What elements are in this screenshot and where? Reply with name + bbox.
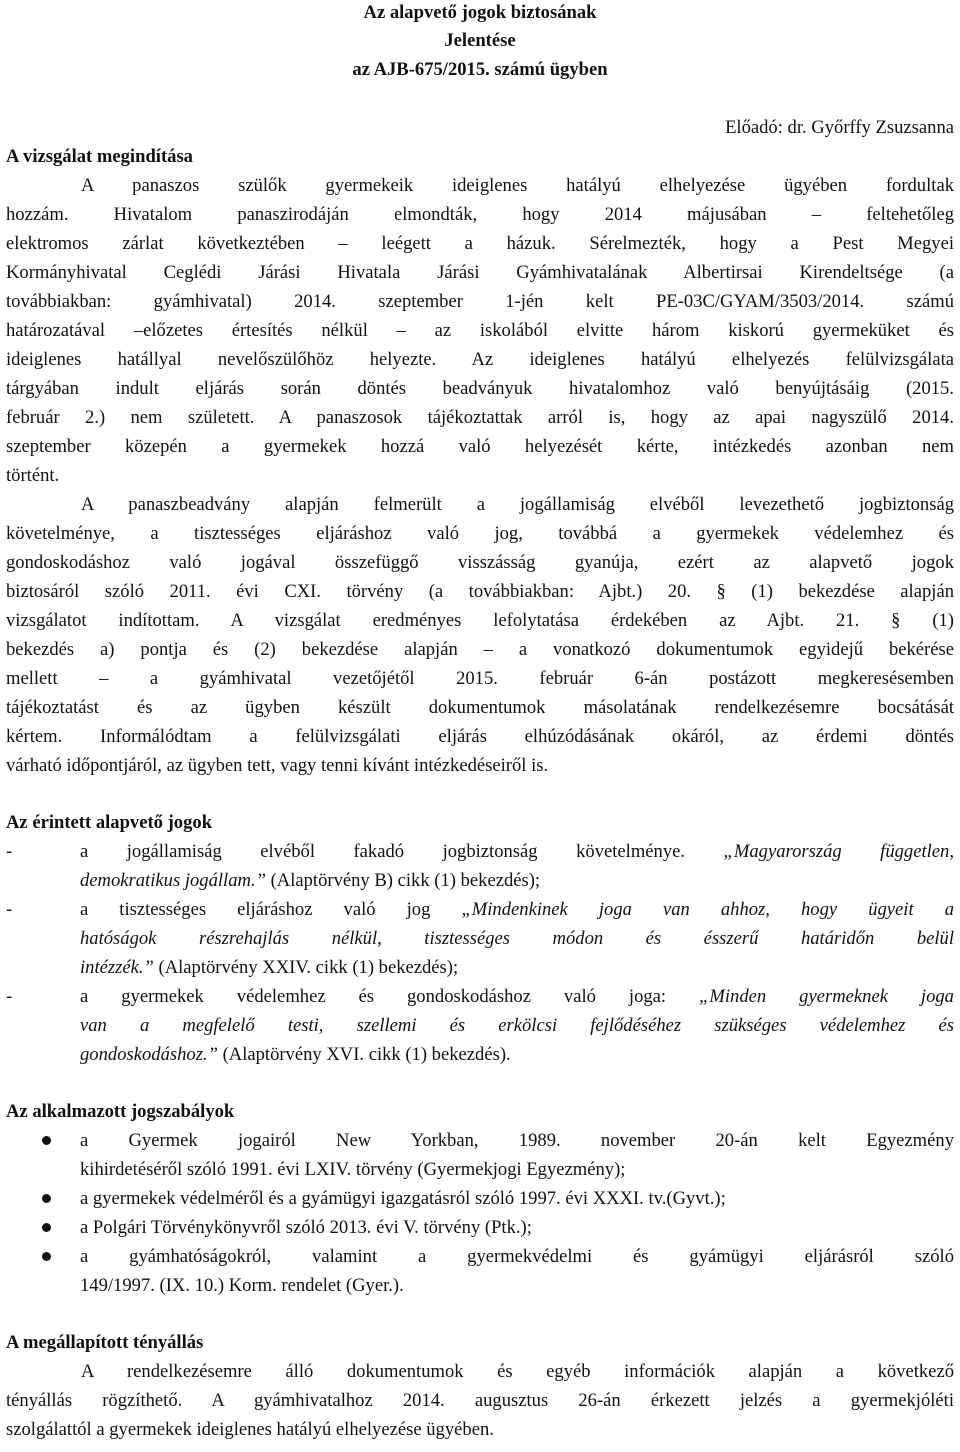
paragraph-line: elektromos zárlat következtében – leégett a házuk. Sérelmezték, hogy a Pest Megyei [6,233,954,254]
dash-marker: - [6,899,13,920]
law-item-1-line2: kihirdetéséről szóló 1991. évi LXIV. törvény (Gyermekjogi Egyezmény); [80,1159,626,1180]
document-title-line1: Az alapvető jogok biztosának [363,2,597,23]
paragraph-line: történt. [6,465,60,486]
document-title-line3: az AJB-675/2015. számú ügyben [352,59,608,80]
bullet-icon [42,1242,54,1254]
rapporteur: Előadó: dr. Győrffy Zsuzsanna [725,117,954,138]
paragraph-line: várható időpontjáról, az ügyben tett, vagy tenni kívánt intézkedéseiről is. [6,755,549,776]
paragraph-line: tárgyában indult eljárás során döntés beadványuk hivatalomhoz való benyújtásáig (2015. [6,378,954,399]
paragraph-line: február 2.) nem született. A panaszosok tájékoztattak arról is, hogy az apai nagyszülő 2014. [6,407,954,428]
paragraph-line: továbbiakban: gyámhivatal) 2014. szeptember 1-jén kelt PE-03C/GYAM/3503/2014. számú [6,291,954,312]
rights-item-2-line3: intézzék.” (Alaptörvény XXIV. cikk (1) bekezdés); [80,957,459,978]
rights-item-2-line2: hatóságok részrehajlás nélkül, tisztességes módon és ésszerű határidőn belül [80,928,954,949]
law-item-4-line2: 149/1997. (IX. 10.) Korm. rendelet (Gyer.). [80,1275,404,1296]
rights-item-1-line1: a jogállamiság elvéből fakadó jogbiztonság követelménye. „Magyarország független, [80,841,955,862]
paragraph-line: követelménye, a tisztességes eljáráshoz való jog, továbbá a gyermekek védelemhez és [6,523,954,544]
paragraph-line: A rendelkezésemre álló dokumentumok és egyéb információk alapján a következő [81,1361,954,1382]
bullet-icon [42,1213,54,1225]
paragraph-line: ideiglenes hatállyal nevelőszülőhöz helyezte. Az ideiglenes hatályú elhelyezés felülvizsgálata [6,349,954,370]
bullet-icon [42,1126,54,1138]
law-item-4-line1: a gyámhatóságokról, valamint a gyermekvédelmi és gyámügyi eljárásról szóló [80,1246,954,1267]
paragraph-line: mellett – a gyámhivatal vezetőjétől 2015. február 6-án postázott megkeresésemben [6,668,954,689]
paragraph-line: szeptember közepén a gyermekek hozzá való helyezését kérte, intézkedés azonban nem [6,436,954,457]
section-heading-established-facts: A megállapított tényállás [6,1332,204,1353]
paragraph-line: A panaszos szülők gyermekeik ideiglenes hatályú elhelyezése ügyében fordultak [81,175,954,196]
rights-item-3-line1: a gyermekek védelemhez és gondoskodáshoz való joga: „Minden gyermeknek joga [80,986,954,1007]
paragraph-line: biztosáról szóló 2011. évi CXI. törvény (a továbbiakban: Ajbt.) 20. § (1) bekezdése alapján [6,581,954,602]
rights-item-3-line3: gondoskodáshoz.” (Alaptörvény XVI. cikk (1) bekezdés). [80,1044,511,1065]
paragraph-line: vizsgálatot indítottam. A vizsgálat eredményes lefolytatása érdekében az Ajbt. 21. § (1) [6,610,954,631]
paragraph-line: hozzám. Hivatalom panaszirodáján elmondták, hogy 2014 májusában – feltehetőleg [6,204,954,225]
rights-item-3-line2: van a megfelelő testi, szellemi és erkölcsi fejlődéséhez szükséges védelemhez és [80,1015,954,1036]
bullet-icon [42,1184,54,1196]
paragraph-line: gondoskodáshoz való jogával összefüggő visszásság gyanúja, ezért az alapvető jogok [6,552,954,573]
section-heading-applied-laws: Az alkalmazott jogszabályok [6,1101,235,1122]
rights-item-1-line2: demokratikus jogállam.” (Alaptörvény B) cikk (1) bekezdés); [80,870,541,891]
section-heading-investigation: A vizsgálat megindítása [6,146,193,167]
law-item-2: a gyermekek védelméről és a gyámügyi igazgatásról szóló 1997. évi XXXI. tv.(Gyvt.); [80,1188,726,1209]
law-item-3: a Polgári Törvénykönyvről szóló 2013. évi V. törvény (Ptk.); [80,1217,532,1238]
section-heading-affected-rights: Az érintett alapvető jogok [6,812,213,833]
paragraph-line: tényállás rögzíthető. A gyámhivatalhoz 2014. augusztus 26-án érkezett jelzés a gyermekjóléti [6,1390,954,1411]
document-title-line2: Jelentése [444,30,516,51]
paragraph-line: bekezdés a) pontja és (2) bekezdése alapján – a vonatkozó dokumentumok egyidejű bekérése [6,639,954,660]
paragraph-line: A panaszbeadvány alapján felmerült a jogállamiság elvéből levezethető jogbiztonság [81,494,954,515]
paragraph-line: kértem. Informálódtam a felülvizsgálati eljárás elhúzódásának okáról, az érdemi döntés [6,726,954,747]
paragraph-line: határozatával –előzetes értesítés nélkül – az iskolából elvitte három kiskorú gyermeküket és [6,320,954,341]
paragraph-line: tájékoztatást és az ügyben készült dokumentumok másolatának rendelkezésemre bocsátását [6,697,954,718]
law-item-1-line1: a Gyermek jogairól New Yorkban, 1989. november 20-án kelt Egyezmény [80,1130,954,1151]
paragraph-line: Kormányhivatal Ceglédi Járási Hivatala Járási Gyámhivatalának Albertirsai Kirendeltsége (a [6,262,954,283]
rights-item-2-line1: a tisztességes eljáráshoz való jog „Mindenkinek joga van ahhoz, hogy ügyeit a [80,899,954,920]
dash-marker: - [6,841,13,862]
dash-marker: - [6,986,13,1007]
paragraph-line: szolgálattól a gyermekek ideiglenes hatályú elhelyezése ügyében. [6,1419,494,1440]
